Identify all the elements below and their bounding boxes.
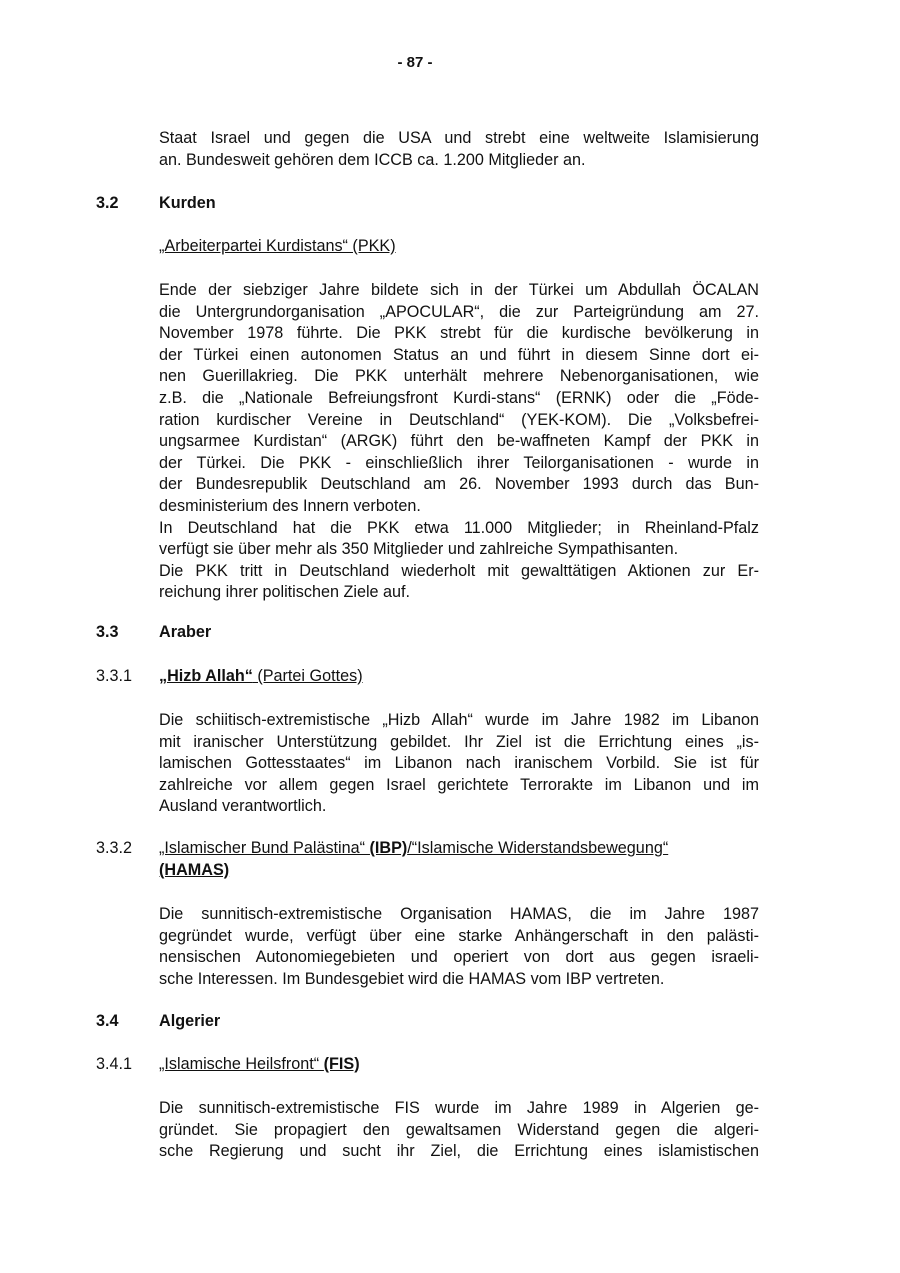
- text-line: In Deutschland hat die PKK etwa 11.000 Mitglieder; in Rheinland-Pfalz: [159, 518, 759, 537]
- page-number: - 87 -: [397, 54, 433, 71]
- subsection-title-hamas: (HAMAS): [159, 861, 230, 879]
- subsection-title-part: „Islamische Heilsfront“: [159, 1055, 324, 1073]
- subsection-title-bold: (FIS): [323, 1055, 360, 1073]
- text-line: sche Interessen. Im Bundesgebiet wird die HAMAS vom IBP vertreten.: [159, 969, 665, 988]
- subsection-title: [159, 1055, 360, 1074]
- text-line: nensischen Autonomiegebieten und operiert von dort aus gegen israeli-: [159, 948, 759, 967]
- subsection-title-part: /“Islamische Widerstandsbewegung“: [407, 839, 669, 857]
- text-line: die Untergrundorganisation „APOCULAR“, die zur Parteigründung am 27.: [159, 302, 759, 321]
- text-line: Die sunnitisch-extremistische FIS wurde im Jahre 1989 in Algerien ge-: [159, 1099, 759, 1117]
- section-title: Kurden: [159, 194, 216, 212]
- intro-paragraph: [159, 128, 759, 171]
- text-line: mit iranischer Unterstützung gebildet. Ihr Ziel ist die Errichtung eines „is-: [159, 732, 759, 751]
- section-title: Algerier: [159, 1012, 221, 1030]
- text-line: Ausland verantwortlich.: [159, 797, 327, 816]
- text-line: sche Regierung und sucht ihr Ziel, die Errichtung eines islamistischen: [159, 1142, 759, 1161]
- text-line: gegründet wurde, verfügt über eine starke Anhängerschaft in den palästi-: [159, 926, 759, 945]
- section-number: 3.2: [96, 194, 119, 212]
- text-line: desministerium des Innern verboten.: [159, 496, 421, 515]
- text-line: z.B. die „Nationale Befreiungsfront Kurdi-stans“ (ERNK) oder die „Föde-: [159, 388, 759, 407]
- subsection-title: „Arbeiterpartei Kurdistans“ (PKK): [159, 237, 396, 255]
- text-line: an. Bundesweit gehören dem ICCB ca. 1.200 Mitglieder an.: [159, 150, 586, 169]
- pkk-paragraph: [159, 280, 759, 604]
- hizb-allah-paragraph: [159, 710, 759, 818]
- text-line: Die PKK tritt in Deutschland wiederholt mit gewalttätigen Aktionen zur Er-: [159, 561, 759, 580]
- text-line: November 1978 führte. Die PKK strebt für die kurdische bevölkerung in: [159, 324, 759, 343]
- subsection-title-bold: „Hizb Allah“: [159, 667, 253, 685]
- subsection-number: 3.4.1: [96, 1055, 133, 1073]
- text-line: Ende der siebziger Jahre bildete sich in der Türkei um Abdullah ÖCALAN: [159, 281, 759, 299]
- text-line: zahlreiche vor allem gegen Israel gerichtete Terrorakte im Libanon und im: [159, 775, 759, 794]
- text-line: Staat Israel und gegen die USA und strebt eine weltweite Islamisierung: [159, 129, 759, 147]
- text-line: nen Guerillakrieg. Die PKK unterhält mehrere Nebenorganisationen, wie: [159, 367, 759, 386]
- text-line: Die schiitisch-extremistische „Hizb Allah“ wurde im Jahre 1982 im Libanon: [159, 711, 759, 729]
- section-number: 3.4: [96, 1012, 119, 1030]
- section-title: Araber: [159, 623, 212, 641]
- text-line: der Bundesrepublik Deutschland am 26. November 1993 durch das Bun-: [159, 475, 759, 494]
- text-line: lamischen Gottesstaates“ im Libanon nach iranischem Vorbild. Sie ist für: [159, 754, 759, 773]
- text-line: der Türkei einen autonomen Status an und führt in diesem Sinne dort ei-: [159, 345, 759, 364]
- text-line: der Türkei. Die PKK - einschließlich ihrer Teilorganisationen - wurde in: [159, 453, 759, 472]
- text-line: gründet. Sie propagiert den gewaltsamen Widerstand gegen die algeri-: [159, 1120, 759, 1139]
- fis-paragraph: [159, 1098, 759, 1163]
- text-line: ration kurdischer Vereine in Deutschland“ (YEK-KOM). Die „Volksbefrei-: [159, 410, 759, 429]
- subsection-number: 3.3.2: [96, 839, 133, 857]
- subsection-number: 3.3.1: [96, 667, 133, 685]
- subsection-title-bold: (IBP): [369, 839, 408, 857]
- subsection-title-part: „Islamischer Bund Palästina“: [159, 839, 370, 857]
- text-line: ungsarmee Kurdistan“ (ARGK) führt den be-waffneten Kampf der PKK in: [159, 432, 759, 451]
- subsection-title: [159, 839, 759, 858]
- hamas-paragraph: [159, 904, 759, 990]
- text-line: verfügt sie über mehr als 350 Mitglieder und zahlreiche Sympathisanten.: [159, 540, 679, 559]
- text-line: Die sunnitisch-extremistische Organisation HAMAS, die im Jahre 1987: [159, 905, 759, 923]
- section-number: 3.3: [96, 623, 119, 641]
- text-line: reichung ihrer politischen Ziele auf.: [159, 583, 411, 602]
- subsection-title-rest: (Partei Gottes): [252, 667, 363, 685]
- subsection-title: [159, 667, 363, 686]
